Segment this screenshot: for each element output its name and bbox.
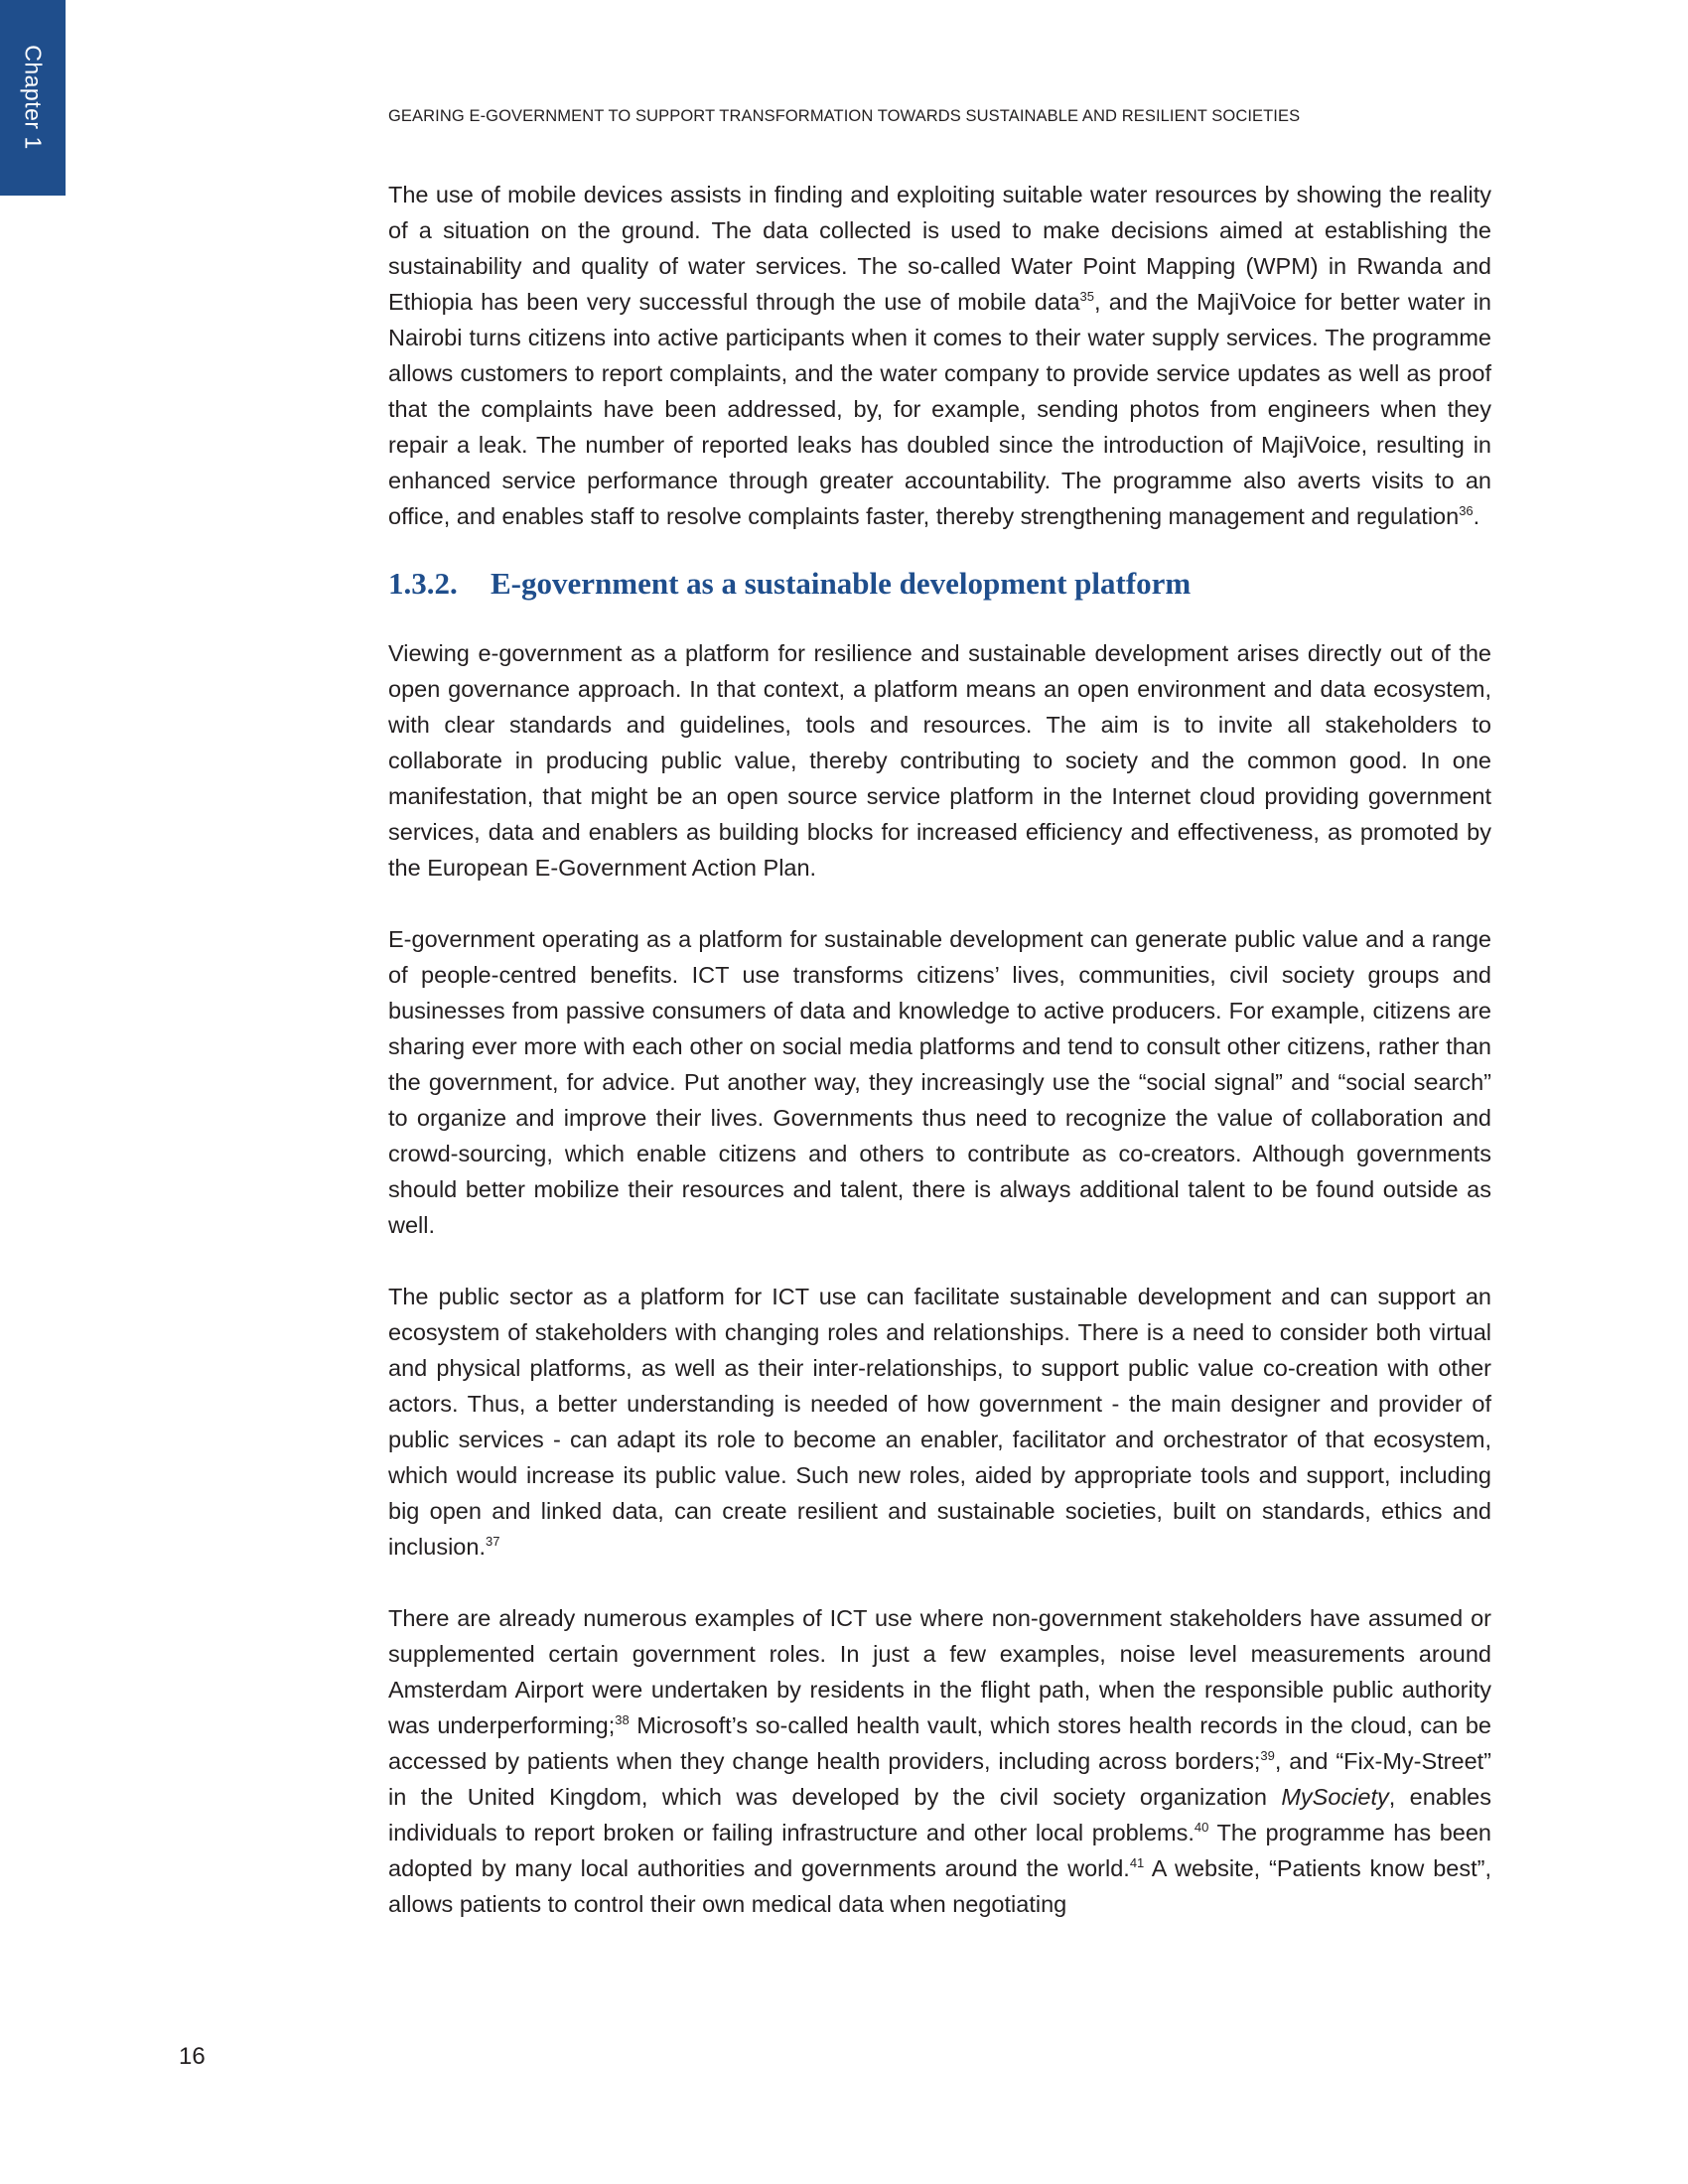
paragraph-text: . xyxy=(1473,503,1480,529)
paragraph-water-resources xyxy=(388,177,1491,534)
paragraph-text: , and the MajiVoice for better water in Nairobi turns citizens into active participants when it comes to their water supply services. The programme allows customers to report complaints, and the water company to provide service updates as well as proof that the complaints have been addressed, by, for example, sending photos from engineers when they repair a leak. The number of reported leaks has doubled since the introduction of MajiVoice, resulting in enhanced service performance through greater accountability. The programme also averts visits to an office, and enables staff to resolve complaints faster, thereby strengthening management and regulation xyxy=(388,289,1491,529)
paragraph-text: The programme has been adopted by many local authorities and governments around the world. xyxy=(388,1820,1491,1881)
paragraph-text: , enables individuals to report broken or failing infrastructure and other local problems. xyxy=(388,1784,1491,1845)
section-heading xyxy=(388,564,1491,604)
paragraph-text: A website, “Patients know best”, allows patients to control their own medical data when negotiating xyxy=(388,1855,1491,1917)
chapter-tab xyxy=(0,0,66,196)
paragraph-public-value: E-government operating as a platform for sustainable development can generate public value and a range of people-centred benefits. ICT use transforms citizens’ lives, communities, civil society groups and businesses from passive consumers of data and knowledge to active producers. For example, citizens are sharing ever more with each other on social media platforms and tend to consult other citizens, rather than the government, for advice. Put another way, they increasingly use the “social signal” and “social search” to organize and improve their lives. Governments thus need to recognize the value of collaboration and crowd-sourcing, which enable citizens and others to contribute as co-creators. Although governments should better mobilize their resources and talent, there is always additional talent to be found outside as well. xyxy=(388,926,1491,1238)
section-number: 1.3.2. xyxy=(388,566,458,601)
page-body xyxy=(388,177,1491,1922)
footnote-ref-39: 39 xyxy=(1260,1748,1275,1764)
paragraph-text: The public sector as a platform for ICT use can facilitate sustainable development and can support an ecosystem of stakeholders with changing roles and relationships. There is a need to consider both virtual and physical platforms, as well as their inter-relationships, to support public value co-creation with other actors. Thus, a better understanding is needed of how government - the main designer and provider of public services - can adapt its role to become an enabler, facilitator and orchestrator of that ecosystem, which would increase its public value. Such new roles, aided by appropriate tools and support, including big open and linked data, can create resilient and sustainable societies, built on standards, ethics and inclusion. xyxy=(388,1284,1491,1560)
paragraph-ict-examples xyxy=(388,1600,1491,1922)
paragraph-text: There are already numerous examples of ICT use where non-government stakeholders have assumed or supplemented certain government roles. In just a few examples, noise level measurements around Amsterdam Airport were undertaken by residents in the flight path, when the responsible public authority was underperforming; xyxy=(388,1605,1491,1738)
footnote-ref-35: 35 xyxy=(1079,289,1094,305)
footnote-ref-41: 41 xyxy=(1129,1855,1145,1871)
paragraph-platform-definition: Viewing e-government as a platform for resilience and sustainable development arises directly out of the open governance approach. In that context, a platform means an open environment and data ecosystem, with clear standards and guidelines, tools and resources. The aim is to invite all stakeholders to collaborate in producing public value, thereby contributing to society and the common good. In one manifestation, that might be an open source service platform in the Internet cloud providing government services, data and enablers as building blocks for increased efficiency and effectiveness, as promoted by the European E-Government Action Plan. xyxy=(388,640,1491,881)
paragraph-text: Microsoft’s so-called health vault, which stores health records in the cloud, can be accessed by patients when they change health providers, including across borders; xyxy=(388,1712,1491,1774)
footnote-ref-40: 40 xyxy=(1194,1820,1209,1836)
running-header: GEARING E-GOVERNMENT TO SUPPORT TRANSFORMATION TOWARDS SUSTAINABLE AND RESILIENT SOCIETIES xyxy=(388,107,1301,125)
section-title: E-government as a sustainable development platform xyxy=(491,566,1192,601)
footnote-ref-36: 36 xyxy=(1459,503,1474,519)
footnote-ref-37: 37 xyxy=(485,1534,500,1550)
chapter-label: Chapter 1 xyxy=(20,45,47,150)
paragraph-text: , and “Fix-My-Street” in the United Kingdom, which was developed by the civil society organization xyxy=(388,1748,1491,1810)
page-number: 16 xyxy=(179,2043,206,2070)
paragraph-text: The use of mobile devices assists in finding and exploiting suitable water resources by showing the reality of a situation on the ground. The data collected is used to make decisions aimed at establishing the sustainability and quality of water services. The so-called Water Point Mapping (WPM) in Rwanda and Ethiopia has been very successful through the use of mobile data xyxy=(388,182,1491,315)
paragraph-public-sector-platform xyxy=(388,1279,1491,1565)
organization-name: MySociety xyxy=(1281,1784,1389,1810)
footnote-ref-38: 38 xyxy=(615,1712,630,1728)
